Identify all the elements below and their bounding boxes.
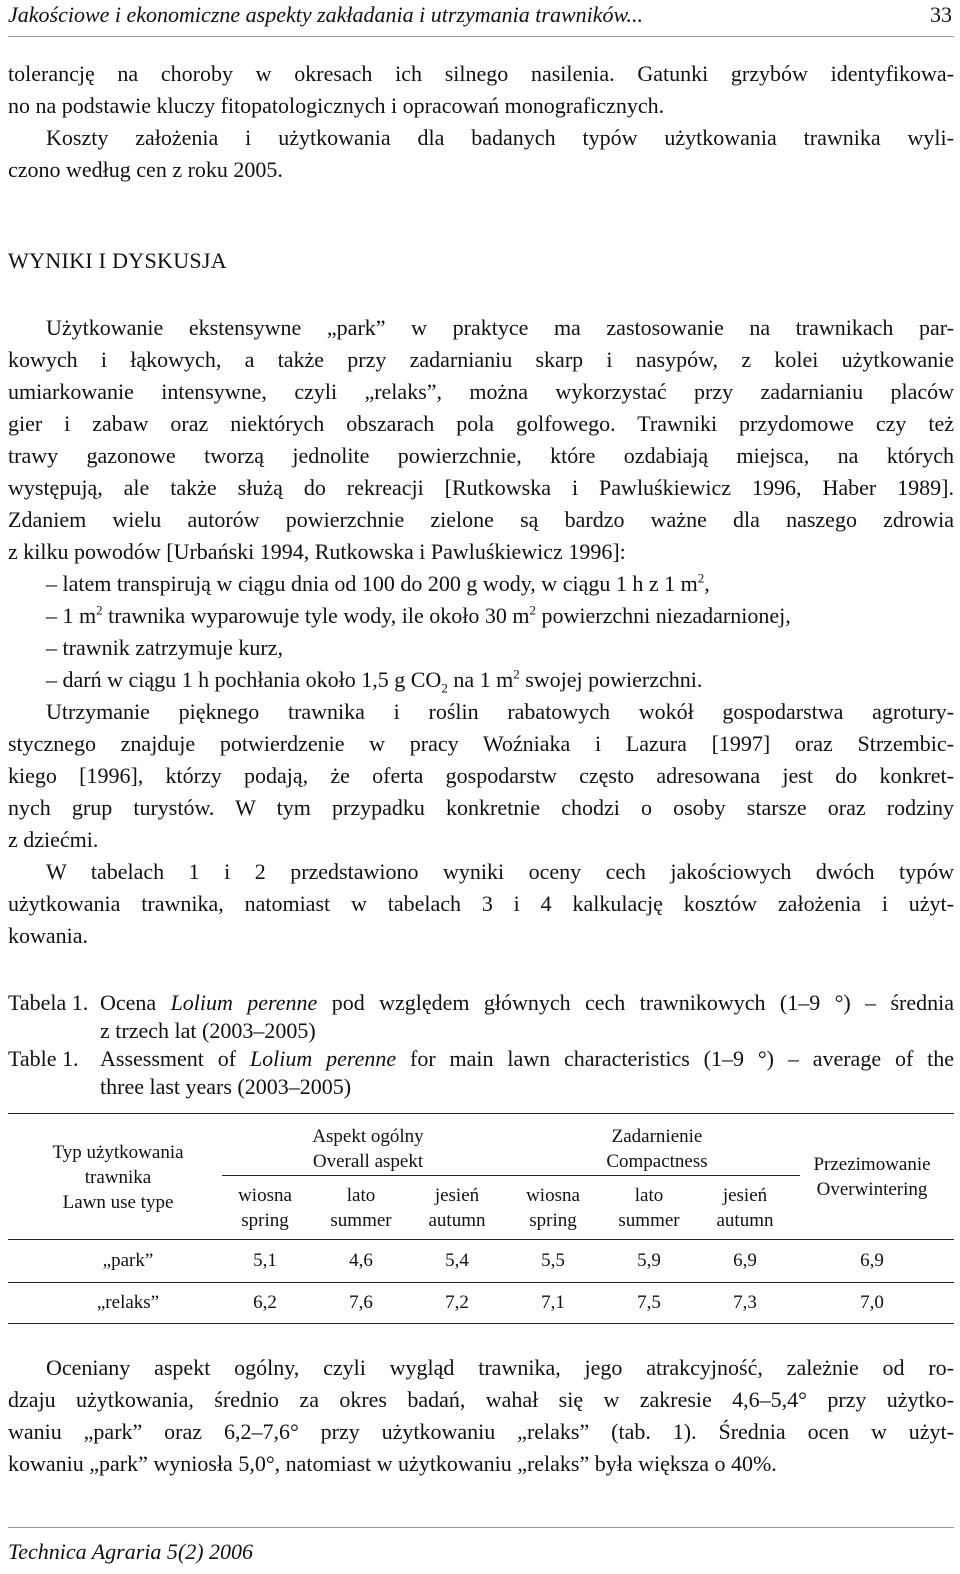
list-item-text: – 1 m	[46, 603, 97, 628]
caption-text	[100, 989, 954, 1017]
list-item-text: swojej powierzchni.	[519, 667, 703, 692]
table-cell: 5,4	[445, 1250, 469, 1271]
list-item-text: – darń w ciągu 1 h pochłania około 1,5 g CO	[46, 667, 442, 692]
table-cell: 7,3	[733, 1292, 757, 1313]
text-line: W tabelach 1 i 2 przedstawiono wyniki oceny cech jakościowych dwóch typów	[46, 859, 954, 884]
superscript: 2	[697, 570, 705, 586]
superscript: 2	[513, 666, 520, 682]
caption-text: z trzech lat (2003–2005)	[100, 1018, 316, 1043]
text-line: dzaju użytkowania, średnio za okres badań, wahał się w zakresie 4,6–5,4° przy użytko-	[8, 1387, 954, 1412]
list-item-text: powierzchni niezadarnionej,	[536, 603, 791, 628]
text-line: użytkowania trawnika, natomiast w tabelach 3 i 4 kalkulację kosztów założenia i użyt-	[8, 891, 954, 916]
header-line: jesień	[434, 1185, 480, 1206]
header-line: trawnika	[84, 1167, 152, 1188]
text-line: nych grup turystów. W tym przypadku konkretnie chodzi o osoby starsze oraz rodziny	[8, 795, 954, 820]
running-header	[8, 2, 954, 30]
header-line: wiosna	[238, 1185, 292, 1206]
caption-row	[8, 1073, 954, 1101]
species-name: Lolium perenne	[249, 1046, 397, 1071]
running-title: Jakościowe i ekonomiczne aspekty zakładania i utrzymania trawników...	[8, 2, 644, 27]
body-paragraph	[8, 856, 954, 952]
table-caption	[8, 989, 954, 1101]
section-heading: WYNIKI I DYSKUSJA	[8, 248, 227, 273]
caption-row	[8, 989, 954, 1017]
season-header	[308, 1183, 414, 1233]
body-paragraph	[8, 312, 954, 568]
table-cell: 5,1	[253, 1250, 277, 1271]
footer-rule	[8, 1527, 954, 1528]
col-group-compactness	[514, 1124, 800, 1174]
header-line: Compactness	[606, 1151, 708, 1172]
table-cell: 4,6	[349, 1250, 373, 1271]
header-line: Przezimowanie	[813, 1154, 931, 1175]
table-cell: 6,2	[253, 1292, 277, 1313]
season-header	[598, 1183, 700, 1233]
text-line: Użytkowanie ekstensywne „park” w praktyce ma zastosowanie na trawnikach par-	[46, 315, 954, 340]
table-cell: 6,9	[733, 1250, 757, 1271]
table-header-rule	[8, 1239, 954, 1240]
header-line: Lawn use type	[62, 1192, 174, 1213]
season-header	[700, 1183, 790, 1233]
text-line: umiarkowanie intensywne, czyli „relaks”, można wykorzystać przy zadarnianiu placów	[8, 379, 954, 404]
list-item	[8, 600, 954, 632]
document-page	[8, 0, 954, 1574]
body-paragraph	[8, 696, 954, 856]
text-line: czono według cen z roku 2005.	[8, 157, 283, 182]
group-rule	[514, 1175, 800, 1176]
header-rule	[8, 36, 954, 37]
row-type: „park”	[102, 1250, 154, 1271]
text-line: Oceniany aspekt ogólny, czyli wygląd trawnika, jego atrakcyjność, zależnie od ro-	[46, 1355, 954, 1380]
caption-label: Table 1.	[8, 1046, 79, 1071]
species-name: Lolium perenne	[170, 990, 318, 1015]
text-line: występują, ale także służą do rekreacji [Rutkowska i Pawluśkiewicz 1996, Haber 1989].	[8, 475, 954, 500]
text-line: trawy gazonowe tworzą jednolite powierzchnie, które ozdabiają miejsca, na których	[8, 443, 954, 468]
table-cell: 5,5	[541, 1250, 565, 1271]
caption-text	[100, 1045, 954, 1073]
caption-text-part: pod względem głównych cech trawnikowych (1–9 °) – średnia	[317, 990, 954, 1015]
header-line: summer	[330, 1210, 392, 1231]
header-line: autumn	[716, 1210, 774, 1231]
page-number: 33	[930, 2, 952, 27]
table-cell: 7,6	[349, 1292, 373, 1313]
header-line: summer	[618, 1210, 680, 1231]
caption-row	[8, 1017, 954, 1045]
header-line: Aspekt ogólny	[312, 1126, 424, 1147]
caption-text: three last years (2003–2005)	[100, 1074, 352, 1099]
list-item	[8, 664, 954, 696]
list-item-text: ,	[704, 571, 710, 596]
list-item	[8, 568, 954, 600]
header-line: wiosna	[526, 1185, 580, 1206]
text-line: z kilku powodów [Urbański 1994, Rutkowska i Pawluśkiewicz 1996]:	[8, 539, 626, 564]
table-cell: 7,1	[541, 1292, 565, 1313]
text-line: Zdaniem wielu autorów powierzchnie zielone są bardzo ważne dla naszego zdrowia	[8, 507, 954, 532]
text-line: kowych i łąkowych, a także przy zadarnianiu skarp i nasypów, z kolei użytkowanie	[8, 347, 954, 372]
season-header	[414, 1183, 500, 1233]
group-rule	[222, 1175, 514, 1176]
superscript: 2	[96, 602, 103, 618]
caption-text-part: Ocena	[100, 990, 171, 1015]
text-line: Utrzymanie pięknego trawnika i roślin rabatowych wokół gospodarstwa agrotury-	[46, 699, 954, 724]
table-cell: 7,2	[445, 1292, 469, 1313]
text-line: gier i zabaw oraz niektórych obszarach pola golfowego. Trawniki przydomowe czy też	[8, 411, 954, 436]
text-line: z dziećmi.	[8, 827, 99, 852]
table-cell: 6,9	[860, 1250, 884, 1271]
subscript: 2	[441, 680, 448, 696]
list-item-text: trawnika wyparowuje tyle wody, ile około 30 m	[102, 603, 530, 628]
list-item-text: na 1 m	[447, 667, 514, 692]
text-line: kowaniu „park” wyniosła 5,0°, natomiast w użytkowaniu „relaks” była większa o 40%.	[8, 1451, 777, 1476]
text-line: tolerancję na choroby w okresach ich silnego nasilenia. Gatunki grzybów identyfikowa-	[8, 61, 954, 86]
table-top-rule	[8, 1113, 954, 1114]
table-cell: 5,9	[637, 1250, 661, 1271]
header-line: Typ użytkowania	[52, 1142, 184, 1163]
table-cell: 7,5	[637, 1292, 661, 1313]
superscript: 2	[529, 602, 536, 618]
header-line: autumn	[428, 1210, 486, 1231]
text-line: waniu „park” oraz 6,2–7,6° przy użytkowaniu „relaks” (tab. 1). Średnia ocen w użyt-	[8, 1419, 954, 1444]
col-header-type	[26, 1140, 210, 1215]
caption-label: Tabela 1.	[8, 990, 89, 1015]
bullet-list	[8, 568, 954, 696]
header-line: lato	[634, 1185, 664, 1206]
caption-text-part: Assessment of	[100, 1046, 250, 1071]
col-group-overall-aspect	[222, 1124, 514, 1174]
col-header-overwintering	[800, 1152, 944, 1202]
header-line: Overall aspekt	[312, 1151, 424, 1172]
caption-text-part: for main lawn characteristics (1–9 °) – average of the	[396, 1046, 955, 1071]
text-line: no na podstawie kluczy fitopatologicznych i opracowań monograficznych.	[8, 93, 665, 118]
intro-paragraph	[8, 58, 954, 186]
body-paragraph	[8, 1352, 954, 1480]
header-line: Zadarnienie	[611, 1126, 703, 1147]
text-line: kiego [1996], którzy podają, że oferta gospodarstw często adresowana jest do konkret-	[8, 763, 954, 788]
table-cell: 7,0	[860, 1292, 884, 1313]
header-line: spring	[529, 1210, 577, 1231]
season-header	[222, 1183, 308, 1233]
header-line: lato	[346, 1185, 376, 1206]
header-line: Overwintering	[816, 1179, 928, 1200]
text-line: Koszty założenia i użytkowania dla badanych typów użytkowania trawnika wyli-	[46, 125, 954, 150]
row-type: „relaks”	[96, 1292, 160, 1313]
header-line: spring	[241, 1210, 289, 1231]
text-line: stycznego znajduje potwierdzenie w pracy Woźniaka i Lazura [1997] oraz Strzembic-	[8, 731, 954, 756]
journal-footer: Technica Agraria 5(2) 2006	[8, 1539, 254, 1564]
text-line: kowania.	[8, 923, 89, 948]
header-line: jesień	[722, 1185, 768, 1206]
list-item-text: – latem transpirują w ciągu dnia od 100 do 200 g wody, w ciągu 1 h z 1 m	[46, 571, 698, 596]
season-header	[508, 1183, 598, 1233]
table-row-rule	[8, 1282, 954, 1283]
caption-row	[8, 1045, 954, 1073]
table-bottom-rule	[8, 1323, 954, 1324]
list-item: – trawnik zatrzymuje kurz,	[46, 635, 284, 660]
